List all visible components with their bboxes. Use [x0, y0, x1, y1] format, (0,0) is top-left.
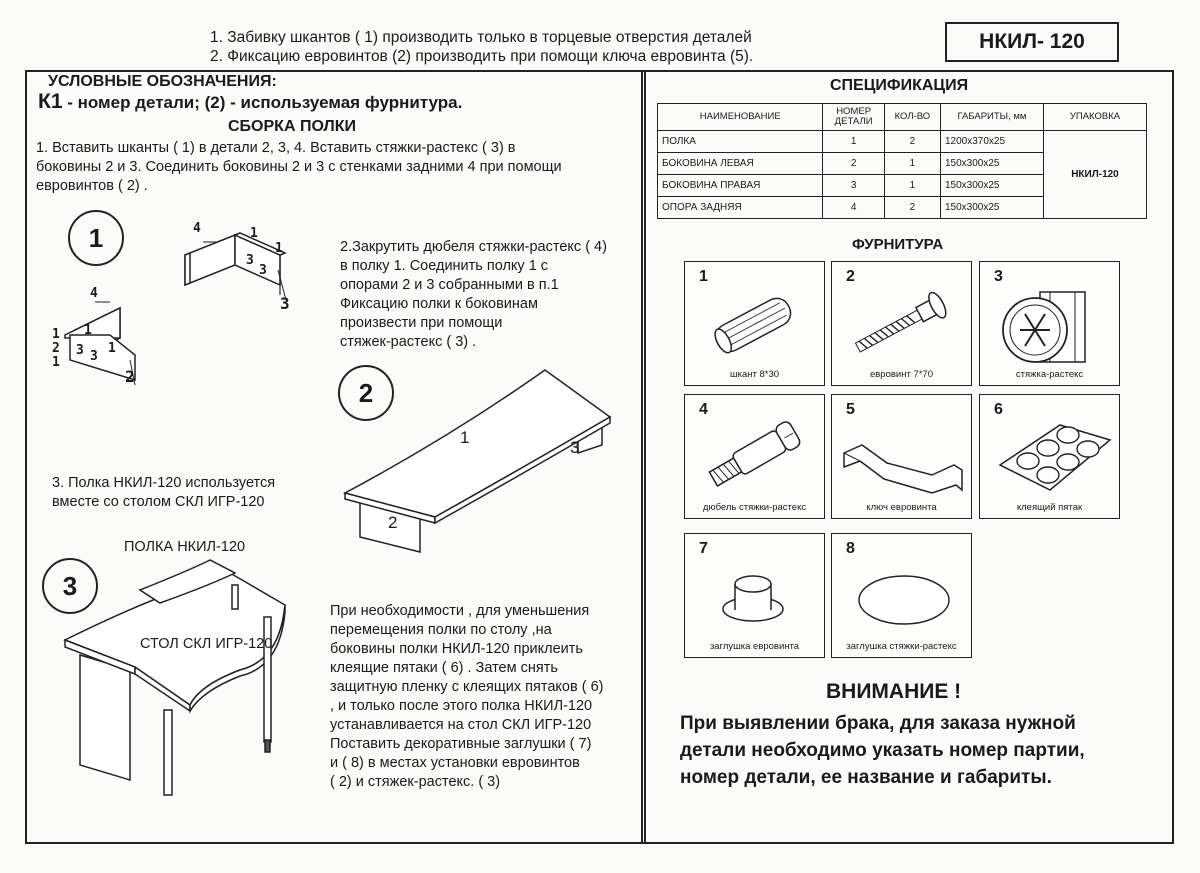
diag1-label: 4	[193, 221, 201, 236]
spec-cell: ОПОРА ЗАДНЯЯ	[658, 197, 823, 219]
hardware-item-3	[979, 261, 1120, 386]
step2-line-4: Фиксацию полки к боковинам	[340, 296, 538, 312]
step4-line-5: защитную пленку с клеящих пятаков ( 6)	[330, 679, 604, 695]
assembly-title: СБОРКА ПОЛКИ	[228, 118, 356, 135]
model-box-text: НКИЛ- 120	[979, 30, 1085, 53]
step4-line-9: и ( 8) в местах установки евровинтов	[330, 755, 580, 771]
legend-title: УСЛОВНЫЕ ОБОЗНАЧЕНИЯ:	[48, 73, 277, 90]
step4-line-8: Поставить декоративные заглушки ( 7)	[330, 736, 592, 752]
warning-line-1: При выявлении брака, для заказа нужной	[680, 713, 1076, 734]
hardware-item-1	[684, 261, 825, 386]
warning-title: ВНИМАНИЕ !	[826, 680, 962, 703]
spec-cell: 1	[884, 153, 940, 175]
diag1-label: 1	[52, 355, 60, 370]
header-note-1: 1. Забивку шкантов ( 1) производить только в торцевые отверстия деталей	[210, 29, 752, 46]
step3-line-2: вместе со столом СКЛ ИГР-120	[52, 494, 265, 510]
hardware-caption: заглушка стяжки-растекс	[846, 641, 957, 652]
step2-line-3: опорами 2 и 3 собранными в п.1	[340, 277, 559, 293]
hardware-caption: дюбель стяжки-растекс	[702, 502, 807, 513]
hardware-num: 4	[699, 401, 708, 418]
hardware-num: 5	[846, 401, 855, 418]
diagram-step-3	[60, 555, 310, 805]
hardware-caption: ключ евровинта	[866, 502, 937, 513]
spec-package-cell: НКИЛ-120	[1043, 131, 1146, 219]
step4-line-1: При необходимости , для уменьшения	[330, 603, 590, 619]
spec-cell: 1	[823, 131, 884, 153]
diag1-label: 3	[259, 263, 267, 278]
diag1-label: 3	[76, 343, 84, 358]
hardware-caption: заглушка евровинта	[709, 641, 800, 652]
spec-col-number: НОМЕР ДЕТАЛИ	[823, 104, 884, 131]
diag1-label: 1	[108, 341, 116, 356]
header-note-2: 2. Фиксацию евровинтов (2) производить при помощи ключа евровинта (5).	[210, 48, 754, 65]
spec-cell: 1200х370х25	[940, 131, 1043, 153]
spec-col-package: УПАКОВКА	[1043, 104, 1146, 131]
spec-col-name: НАИМЕНОВАНИЕ	[658, 104, 823, 131]
hardware-num: 1	[699, 268, 708, 285]
step4-line-6: , и только после этого полка НКИЛ-120	[330, 698, 593, 714]
hardware-num: 3	[994, 268, 1003, 285]
hardware-num: 2	[846, 268, 855, 285]
diag1-label: 1	[250, 226, 258, 241]
legend-k1-text: - номер детали; (2) - используемая фурнитура.	[62, 93, 463, 112]
table-row	[658, 131, 1147, 153]
spec-cell: БОКОВИНА ПРАВАЯ	[658, 175, 823, 197]
step4-line-3: боковины полки НКИЛ-120 приклеить	[330, 641, 583, 657]
diagram-step-1	[40, 210, 310, 400]
legend-k1: К1	[38, 90, 63, 113]
spec-header-row	[658, 104, 1147, 131]
spec-cell: 2	[884, 131, 940, 153]
hardware-item-6	[979, 394, 1120, 519]
step4-line-4: клеящие пятаки ( 6) . Затем снять	[330, 660, 558, 676]
legend-line	[38, 90, 462, 114]
shelf-label: ПОЛКА НКИЛ-120	[124, 539, 246, 555]
step2-line-6: стяжек-растекс ( 3) .	[340, 334, 477, 350]
hardware-title: ФУРНИТУРА	[852, 236, 944, 253]
circle-step-2: 2	[338, 365, 394, 421]
diag1-label: 1	[52, 327, 60, 342]
diag2-label-1: 1	[460, 428, 470, 447]
step4-line-10: ( 2) и стяжек-растекс. ( 3)	[330, 774, 501, 790]
diag1-label: 3	[280, 294, 290, 313]
circle-step-1: 1	[68, 210, 124, 266]
hardware-item-7	[684, 533, 825, 658]
diagram-step-2	[340, 365, 630, 560]
step4-line-7: устанавливается на стол СКЛ ИГР-120	[330, 717, 592, 733]
spec-cell: 3	[823, 175, 884, 197]
hardware-item-2	[831, 261, 972, 386]
step3-line-1: 3. Полка НКИЛ-120 используется	[52, 475, 276, 491]
circle-step-3: 3	[42, 558, 98, 614]
step2-line-2: в полку 1. Соединить полку 1 с	[340, 258, 549, 274]
step4-line-2: перемещения полки по столу ,на	[330, 622, 552, 638]
hardware-num: 6	[994, 401, 1003, 418]
diag1-label: 4	[90, 286, 98, 301]
spec-cell: 4	[823, 197, 884, 219]
warning-line-3: номер детали, ее название и габариты.	[680, 767, 1052, 788]
diag2-label-2: 2	[388, 513, 398, 532]
spec-cell: 1	[884, 175, 940, 197]
model-box	[945, 22, 1119, 62]
diag1-label: 3	[246, 253, 254, 268]
diag1-label: 2	[52, 341, 60, 356]
hardware-caption: клеящий пятак	[1016, 502, 1083, 513]
step1-line-2: боковины 2 и 3. Соединить боковины 2 и 3 с стенками задними 4 при помощи	[36, 159, 562, 175]
hardware-item-4	[684, 394, 825, 519]
spec-cell: БОКОВИНА ЛЕВАЯ	[658, 153, 823, 175]
diag2-label-3: 3	[570, 438, 580, 457]
spec-cell: ПОЛКА	[658, 131, 823, 153]
diag1-label: 1	[275, 241, 283, 256]
hardware-caption: стяжка-растекс	[1015, 369, 1084, 380]
warning-line-2: детали необходимо указать номер партии,	[680, 740, 1085, 761]
spec-cell: 2	[884, 197, 940, 219]
diag1-label: 3	[90, 349, 98, 364]
hardware-caption: евровинт 7*70	[869, 369, 934, 380]
diag1-label: 1	[84, 323, 92, 338]
table-label: СТОЛ СКЛ ИГР-120	[140, 636, 273, 652]
spec-cell: 150х300х25	[940, 175, 1043, 197]
hardware-item-8	[831, 533, 972, 658]
step1-line-1: 1. Вставить шканты ( 1) в детали 2, 3, 4. Вставить стяжки-растекс ( 3) в	[36, 140, 516, 156]
spec-title: СПЕЦИФИКАЦИЯ	[830, 77, 969, 94]
diag1-label: 2	[125, 367, 135, 386]
step1-line-3: евровинтов ( 2) .	[36, 178, 148, 194]
hardware-num: 8	[846, 540, 855, 557]
spec-cell: 150х300х25	[940, 153, 1043, 175]
spec-col-size: ГАБАРИТЫ, мм	[940, 104, 1043, 131]
step2-line-5: произвести при помощи	[340, 315, 503, 331]
spec-col-qty: КОЛ-ВО	[884, 104, 940, 131]
spec-table	[657, 103, 1147, 219]
hardware-caption: шкант 8*30	[729, 369, 780, 380]
spec-cell: 150х300х25	[940, 197, 1043, 219]
spec-cell: 2	[823, 153, 884, 175]
hardware-num: 7	[699, 540, 708, 557]
hardware-item-5	[831, 394, 972, 519]
step2-line-1: 2.Закрутить дюбеля стяжки-растекс ( 4)	[340, 239, 607, 255]
